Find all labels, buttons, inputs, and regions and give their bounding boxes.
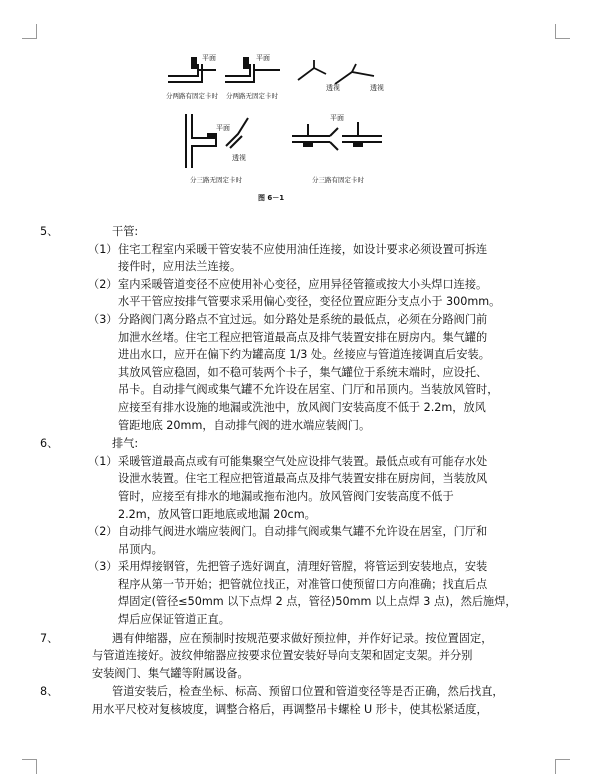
text-line: 与管道连接好。波纹伸缩器应按要求位置安装好导向支架和固定支架。并分别 xyxy=(92,649,473,663)
section-number: 6、 xyxy=(40,437,59,451)
text-line: 2.2m，放风管口距地底或地漏 20cm。 xyxy=(118,507,316,521)
text-line: 分路阀门离分路点不宜过远。如分路处是系统的最低点，必须在分路阀门前 xyxy=(118,312,488,326)
perspective-label: 透视 xyxy=(232,154,246,162)
text-line: 接件时，应用法兰连接。 xyxy=(118,260,242,274)
text-line: 吊顶内。 xyxy=(118,542,163,556)
list-item xyxy=(88,523,560,558)
text-line: 室内采暖管道变径不应使用补心变径，应用异径管箍或按大小头焊口连接。 xyxy=(118,277,488,291)
text-line: 应接至有排水设施的地漏或洗池中，放风阀门安装高度不低于 2.2m，放风 xyxy=(118,400,486,414)
list-item xyxy=(88,276,560,311)
diagram-perspective-two xyxy=(298,60,374,84)
text-line: 其放风管应稳固，如不稳可装两个卡子，集气罐位于系统末端时，应设托、 xyxy=(118,365,488,379)
text-line: 设泄水装置。住宅工程应把管道最高点及排气装置安排在厨房间，当装放风 xyxy=(118,472,488,486)
page-corner-mark xyxy=(22,24,37,39)
page-corner-mark xyxy=(555,759,570,774)
text-line: 焊固定(管径≤50mm 以下点焊 2 点，管径)50mm 以上点焊 3 点)，然后施焊， xyxy=(118,595,517,609)
item-marker: （1） xyxy=(88,242,118,256)
diagram-three-branch-fixed xyxy=(292,122,382,150)
plan-label: 平面 xyxy=(216,124,230,132)
plan-label: 平面 xyxy=(330,114,344,122)
section-heading xyxy=(40,683,560,701)
figure-number: 图 6－1 xyxy=(258,194,285,202)
diagram-two-branch-free xyxy=(225,58,280,82)
text-line: 进出水口，应开在偏下约为罐高度 1/3 处。丝接应与管道连接调直后安装。 xyxy=(118,348,490,362)
figure-caption: 分三路无固定卡时 xyxy=(190,176,242,184)
document-body xyxy=(40,222,560,719)
list-item xyxy=(88,453,560,523)
text-line: 吊卡。自动排气阀或集气罐不允许设在居室、门厅和吊顶内。当装放风管时， xyxy=(118,383,499,397)
pipe-diagram xyxy=(130,38,490,208)
section-title: 干管: xyxy=(112,225,139,238)
text-line: 住宅工程室内采暖干管安装不应使用油任连接，如设计要求必须设置可拆连 xyxy=(118,242,488,256)
text-line: 安装阀门、集气罐等附属设备。 xyxy=(92,666,249,680)
section-first-line: 遇有伸缩器，应在预制时按规范要求做好预拉伸，并作好记录。按位置固定， xyxy=(112,631,493,645)
pipe-diagram-figure xyxy=(130,38,490,208)
item-marker: （3） xyxy=(88,312,118,326)
section-number: 7、 xyxy=(40,631,59,645)
paragraph-continuation xyxy=(92,647,560,682)
perspective-label: 透视 xyxy=(326,84,340,92)
text-line: 采暖管道最高点或有可能集聚空气处应设排气装置。最低点或有可能存水处 xyxy=(118,454,488,468)
section-number: 5、 xyxy=(40,225,59,238)
text-line: 用水平尺校对复核坡度，调整合格后，再调整吊卡螺栓 U 形卡，使其松紧适度， xyxy=(92,703,488,717)
plan-label: 平面 xyxy=(202,54,216,62)
list-item xyxy=(88,558,560,628)
section-number: 8、 xyxy=(40,685,59,699)
item-marker: （2） xyxy=(88,525,118,539)
item-marker: （3） xyxy=(88,560,118,574)
page-corner-mark xyxy=(22,759,37,774)
figure-caption: 分三路有固定卡时 xyxy=(312,176,364,184)
text-line: 焊后应保证管道正直。 xyxy=(118,613,230,627)
section-heading xyxy=(40,435,560,453)
item-marker: （1） xyxy=(88,454,118,468)
list-item xyxy=(88,311,560,434)
list-item xyxy=(88,241,560,276)
text-line: 管时，应接至有排水的地漏或拖布池内。放风管阀门安装高度不低于 xyxy=(118,489,454,503)
figure-caption: 分两路无固定卡时 xyxy=(226,92,278,100)
text-line: 采用焊接钢管，先把管子选好调直，清理好管膛，将管运到安装地点，安装 xyxy=(118,560,488,574)
text-line: 管距地底 20mm，自动排气阀的进水端应装阀门。 xyxy=(118,418,371,432)
section-title: 排气: xyxy=(112,437,139,451)
text-line: 加泄水丝堵。住宅工程应把管道最高点及排气装置安排在厨房内。集气罐的 xyxy=(118,330,488,344)
paragraph-continuation xyxy=(92,701,560,719)
section-heading xyxy=(40,630,560,648)
perspective-label: 透视 xyxy=(370,84,384,92)
plan-label: 平面 xyxy=(256,54,270,62)
section-heading xyxy=(40,223,560,241)
text-line: 水平干管应按排气管要求采用偏心变径，变径位置应距分支点小于 300mm。 xyxy=(118,295,501,309)
text-line: 自动排气阀进水端应装阀门。自动排气阀或集气罐不允许设在居室，门厅和 xyxy=(118,525,488,539)
figure-caption: 分两路有固定卡时 xyxy=(166,92,218,100)
item-marker: （2） xyxy=(88,277,118,291)
page-corner-mark xyxy=(555,24,570,39)
text-line: 程序从第一节开始；把管就位找正，对准管口使预留口方向准确；找直后点 xyxy=(118,577,488,591)
section-first-line: 管道安装后，检查坐标、标高、预留口位置和管道变径等是否正确，然后找直， xyxy=(112,685,504,699)
